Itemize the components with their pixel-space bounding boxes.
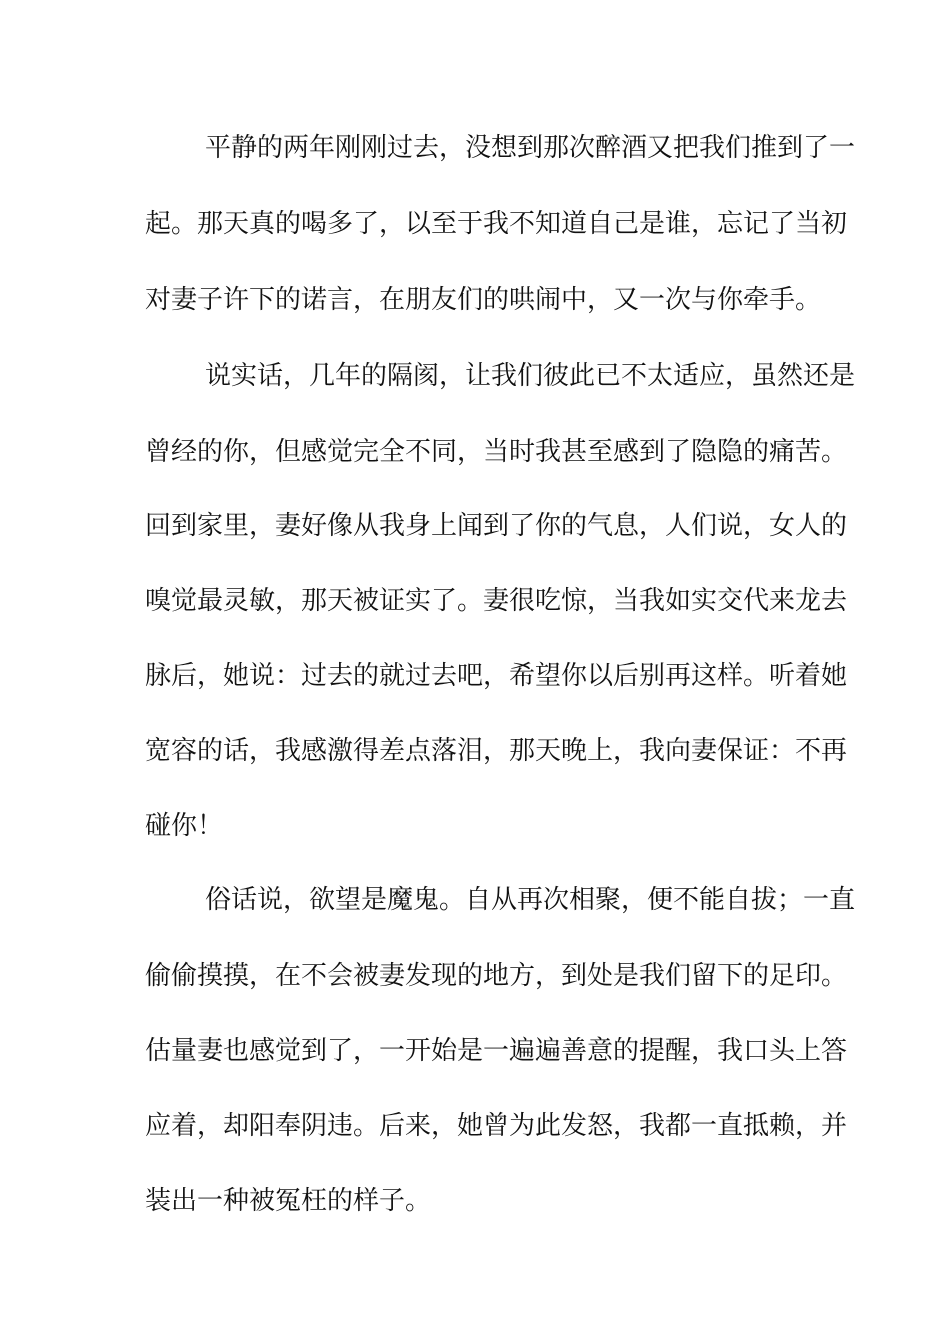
paragraph-2-line-4: 嗅觉最灵敏，那天被证实了。妻很吃惊，当我如实交代来龙去 bbox=[145, 586, 848, 616]
paragraph-3-line-3: 估量妻也感觉到了，一开始是一遍遍善意的提醒，我口头上答 bbox=[145, 1036, 848, 1066]
paragraph-3-line-4: 应着，却阳奉阴违。后来，她曾为此发怒，我都一直抵赖，并 bbox=[145, 1111, 848, 1141]
paragraph-2-line-2: 曾经的你，但感觉完全不同，当时我甚至感到了隐隐的痛苦。 bbox=[145, 437, 848, 467]
paragraph-1-line-1: 平静的两年刚刚过去，没想到那次醉酒又把我们推到了一 bbox=[205, 133, 856, 163]
paragraph-2-line-1: 说实话，几年的隔阂，让我们彼此已不太适应，虽然还是 bbox=[205, 361, 856, 391]
paragraph-2-line-3: 回到家里，妻好像从我身上闻到了你的气息，人们说，女人的 bbox=[145, 511, 848, 541]
paragraph-2-line-5: 脉后，她说：过去的就过去吧，希望你以后别再这样。听着她 bbox=[145, 661, 848, 691]
paragraph-1-line-3: 对妻子许下的诺言，在朋友们的哄闹中，又一次与你牵手。 bbox=[145, 285, 822, 315]
paragraph-3-line-5: 装出一种被冤枉的样子。 bbox=[145, 1186, 432, 1216]
paragraph-2-line-7: 碰你！ bbox=[145, 811, 224, 841]
paragraph-1-line-2: 起。那天真的喝多了，以至于我不知道自己是谁，忘记了当初 bbox=[145, 209, 848, 239]
paragraph-2-line-6: 宽容的话，我感激得差点落泪，那天晚上，我向妻保证：不再 bbox=[145, 736, 848, 766]
paragraph-3-line-1: 俗话说，欲望是魔鬼。自从再次相聚，便不能自拔；一直 bbox=[205, 885, 856, 915]
paragraph-3-line-2: 偷偷摸摸，在不会被妻发现的地方，到处是我们留下的足印。 bbox=[145, 961, 848, 991]
